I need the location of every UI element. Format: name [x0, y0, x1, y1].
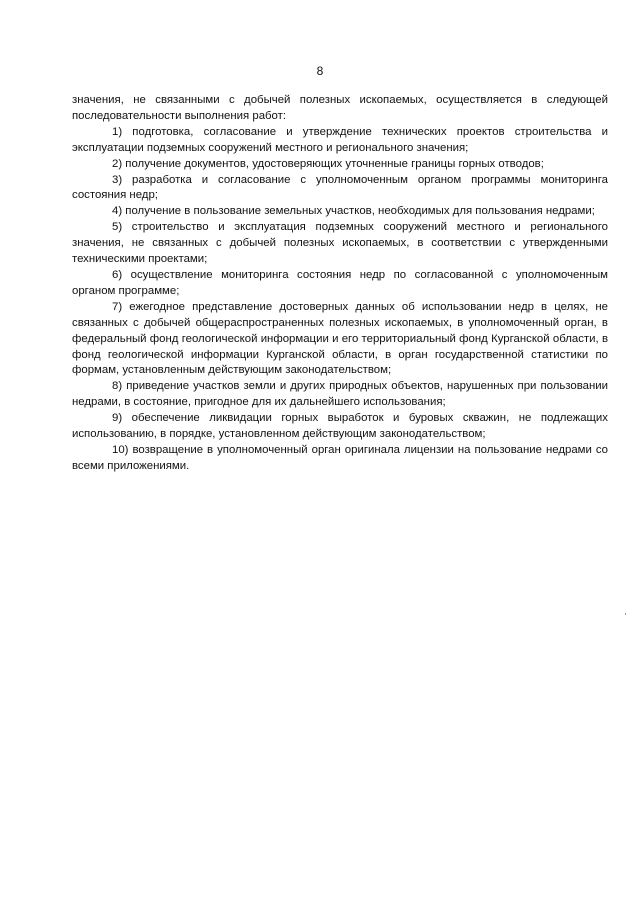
list-item-10: 10) возвращение в уполномоченный орган оригинала лицензии на пользование недрами со всеми приложениями.: [72, 443, 608, 472]
document-body: [72, 93, 608, 475]
list-item-3: 3) разработка и согласование с уполномоченным органом программы мониторинга состояния недр;: [72, 173, 608, 202]
list-item-4: 4) получение в пользование земельных участков, необходимых для пользования недрами;: [112, 205, 595, 218]
list-item-8: 8) приведение участков земли и других природных объектов, нарушенных при пользовании недрами, в состояние, пригодное для их дальнейшего использования;: [72, 380, 608, 409]
scan-mark: [625, 613, 626, 615]
list-item-9: 9) обеспечение ликвидации горных выработок и буровых скважин, не подлежащих использованию, в порядке, установленном действующим законодательством;: [72, 412, 608, 441]
page-number: 8: [316, 64, 324, 78]
list-item-1: 1) подготовка, согласование и утверждение технических проектов строительства и эксплуатации подземных сооружений местного и регионального значения;: [72, 125, 608, 154]
intro-paragraph: значения, не связанными с добычей полезных ископаемых, осуществляется в следующей последовательности выполнения работ:: [72, 94, 608, 122]
list-item-5: 5) строительство и эксплуатация подземных сооружений местного и регионального значения, не связанных с добычей полезных ископаемых, в соответствии с утвержденными техническими проектами;: [72, 221, 608, 266]
list-item-6: 6) осуществление мониторинга состояния недр по согласованной с уполномоченным органом программе;: [72, 268, 608, 297]
list-item-2: 2) получение документов, удостоверяющих уточненные границы горных отводов;: [112, 157, 544, 170]
list-item-7: 7) ежегодное представление достоверных данных об использовании недр в целях, не связанных с добычей общераспространенных полезных ископаемых, в уполномоченный орган, в федеральный фонд геологической информации и его территориальный фонд Курганской области, в фонд геологической информации Курганской области, в орган государственной статистики по формам, установленным действующим законодательством;: [72, 300, 608, 377]
